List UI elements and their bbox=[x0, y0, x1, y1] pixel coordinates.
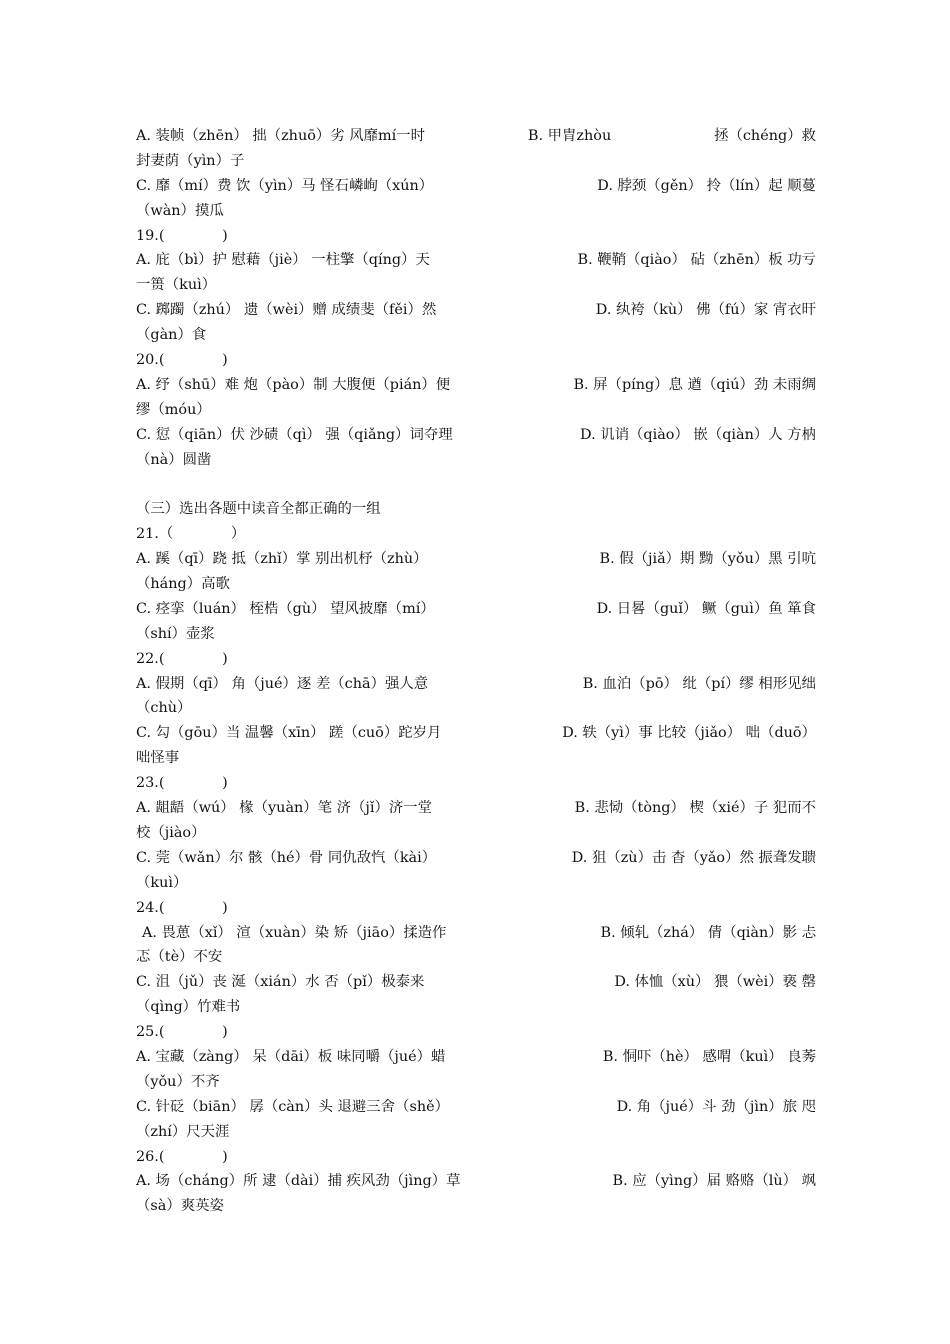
text-segment: 20.( ) bbox=[136, 352, 228, 369]
text-segment: 拯（chéng）救 bbox=[714, 128, 816, 144]
text-line bbox=[136, 572, 816, 597]
text-line bbox=[136, 149, 816, 174]
text-segment: 忑（tè）不安 bbox=[136, 949, 223, 966]
text-line bbox=[136, 771, 816, 796]
text-line bbox=[136, 921, 816, 946]
text-line bbox=[136, 323, 816, 348]
text-segment: A. 假期（qī） 角（jué）逐 差（chā）强人意 bbox=[136, 675, 429, 692]
text-segment: B. 恫吓（hè） 感喟（kuì） 良莠 bbox=[602, 1048, 816, 1065]
text-segment: A. 装帧（zhēn） 拙（zhuō）劣 风靡mí一时 bbox=[136, 128, 426, 144]
text-segment: B. 倾轧（zhá） 倩（qiàn）影 忐 bbox=[600, 924, 816, 941]
text-segment: （三）选出各题中读音全都正确的一组 bbox=[136, 501, 381, 518]
text-line bbox=[136, 821, 816, 846]
text-line bbox=[136, 423, 816, 448]
text-line bbox=[136, 348, 816, 373]
text-line bbox=[136, 448, 816, 473]
text-line bbox=[136, 846, 816, 871]
text-segment: B. 假（jiǎ）期 黝（yǒu）黑 引吭 bbox=[599, 551, 816, 568]
text-line bbox=[136, 647, 816, 672]
text-line bbox=[136, 796, 816, 821]
text-segment: B. 血泊（pō） 纰（pí）缪 相形见绌 bbox=[582, 675, 816, 692]
text-segment: C. 莞（wǎn）尔 骸（hé）骨 同仇敌忾（kài） bbox=[136, 849, 437, 866]
text-segment: B. 悲恸（tòng） 楔（xié）子 犯而不 bbox=[574, 800, 816, 817]
text-line bbox=[136, 522, 816, 547]
text-line bbox=[136, 298, 816, 323]
text-line bbox=[136, 1194, 816, 1219]
text-segment: （wàn）摸瓜 bbox=[136, 202, 224, 219]
text-line bbox=[136, 746, 816, 771]
text-segment: 咄怪事 bbox=[136, 750, 180, 767]
text-segment: 一篑（kuì） bbox=[136, 277, 217, 294]
text-segment: （zhí）尺天涯 bbox=[136, 1123, 230, 1140]
text-segment: C. 靡（mí）费 饮（yìn）马 怪石嶙峋（xún） bbox=[136, 177, 434, 194]
text-line bbox=[136, 672, 816, 697]
text-line bbox=[136, 871, 816, 896]
text-segment: C. 痉挛（luán） 桎梏（gù） 望风披靡（mí） bbox=[136, 600, 435, 617]
text-segment: 缪（móu） bbox=[136, 401, 211, 418]
text-segment: 26.( ) bbox=[136, 1148, 228, 1165]
text-segment: D. 讥诮（qiào） 嵌（qiàn）人 方枘 bbox=[580, 426, 816, 443]
text-segment: D. 日晷（guǐ） 鳜（guì）鱼 箪食 bbox=[596, 600, 816, 617]
text-segment: D. 轶（yì）事 比较（jiǎo） 咄（duō） bbox=[562, 725, 816, 742]
text-segment: （nà）圆凿 bbox=[136, 451, 212, 468]
text-segment: A. 畏葸（xǐ） 渲（xuàn）染 矫（jiāo）揉造作 bbox=[142, 924, 447, 941]
text-line bbox=[136, 970, 816, 995]
text-line bbox=[136, 696, 816, 721]
blank-line bbox=[136, 472, 816, 497]
text-segment: A. 宝藏（zàng） 呆（dāi）板 味同嚼（jué）蜡 bbox=[136, 1048, 446, 1065]
text-segment: 校（jiào） bbox=[136, 824, 206, 841]
text-segment: 21.（ ） bbox=[136, 526, 246, 543]
text-segment: C. 针砭（biān） 孱（càn）头 退避三舍（shě） bbox=[136, 1098, 450, 1115]
text-segment: D. 狙（zù）击 杳（yǎo）然 振聋发聩 bbox=[571, 849, 816, 866]
text-line bbox=[136, 547, 816, 572]
text-segment: （gàn）食 bbox=[136, 327, 207, 344]
text-segment: （qìng）竹难书 bbox=[136, 999, 241, 1016]
text-line bbox=[136, 199, 816, 224]
text-segment: D. 脖颈（gěn） 拎（lín）起 顺蔓 bbox=[597, 177, 816, 194]
text-segment: A. 纾（shū）难 炮（pào）制 大腹便（pián）便 bbox=[136, 376, 451, 393]
text-segment: （sà）爽英姿 bbox=[136, 1198, 224, 1215]
text-line bbox=[136, 721, 816, 746]
text-segment: 24.( ) bbox=[136, 899, 228, 916]
text-segment: B. 应（yìng）届 赂赂（lù） 飒 bbox=[612, 1173, 816, 1190]
text-line bbox=[136, 995, 816, 1020]
text-segment: A. 龃龉（wú） 椽（yuàn）笔 济（jǐ）济一堂 bbox=[136, 800, 433, 817]
text-line bbox=[136, 1095, 816, 1120]
text-segment: D. 纨袴（kù） 佛（fú）家 宵衣旰 bbox=[595, 302, 816, 319]
text-line bbox=[136, 1045, 816, 1070]
text-segment: C. 沮（jǔ）丧 涎（xián）水 否（pǐ）极泰来 bbox=[136, 974, 425, 991]
text-line bbox=[136, 1169, 816, 1194]
text-segment: 19.( ) bbox=[136, 227, 228, 244]
text-line bbox=[136, 273, 816, 298]
text-segment: 25.( ) bbox=[136, 1024, 228, 1041]
text-line bbox=[136, 373, 816, 398]
text-line bbox=[136, 398, 816, 423]
text-line bbox=[136, 174, 816, 199]
text-segment: （yǒu）不齐 bbox=[136, 1073, 220, 1090]
text-segment: C. 勾（gōu）当 温馨（xīn） 蹉（cuō）跎岁月 bbox=[136, 725, 442, 742]
text-segment: （shí）壶浆 bbox=[136, 625, 215, 642]
text-line bbox=[136, 497, 816, 522]
text-segment: C. 愆（qiān）伏 沙碛（qì） 强（qiǎng）词夺理 bbox=[136, 426, 453, 443]
text-line bbox=[136, 1120, 816, 1145]
text-segment: A. 场（cháng）所 逮（dài）捕 疾风劲（jìng）草 bbox=[136, 1173, 461, 1190]
text-segment: 23.( ) bbox=[136, 775, 228, 792]
text-line bbox=[136, 1070, 816, 1095]
text-segment: A. 蹊（qī）跷 抵（zhǐ）掌 别出机杼（zhù） bbox=[136, 551, 428, 568]
text-line bbox=[136, 896, 816, 921]
text-segment: D. 体恤（xù） 猥（wèi）亵 罄 bbox=[614, 974, 816, 991]
document-page bbox=[136, 124, 816, 1219]
text-segment: 封妻荫（yìn）子 bbox=[136, 152, 245, 169]
text-line bbox=[136, 622, 816, 647]
text-segment: （chù） bbox=[136, 700, 192, 717]
text-segment: A. 庇（bì）护 慰藉（jiè） 一柱擎（qíng）天 bbox=[136, 252, 430, 269]
text-line bbox=[136, 248, 816, 273]
text-segment: （kuì） bbox=[136, 874, 188, 891]
text-line bbox=[136, 124, 816, 149]
text-segment: B. 鞭鞘（qiào） 砧（zhēn）板 功亏 bbox=[577, 252, 816, 269]
text-line bbox=[136, 945, 816, 970]
text-segment: （háng）高歌 bbox=[136, 576, 230, 593]
text-segment: D. 角（jué）斗 劲（jìn）旅 咫 bbox=[616, 1098, 816, 1115]
text-line bbox=[136, 1020, 816, 1045]
text-line bbox=[136, 224, 816, 249]
text-segment: 22.( ) bbox=[136, 650, 228, 667]
text-segment: C. 踯躅（zhú） 遗（wèi）赠 成绩斐（fěi）然 bbox=[136, 302, 437, 319]
text-segment: B. 甲胄zhòu bbox=[527, 128, 612, 144]
text-line bbox=[136, 597, 816, 622]
text-segment: B. 屏（píng）息 遒（qiú）劲 未雨绸 bbox=[573, 376, 816, 393]
text-line bbox=[136, 1145, 816, 1170]
